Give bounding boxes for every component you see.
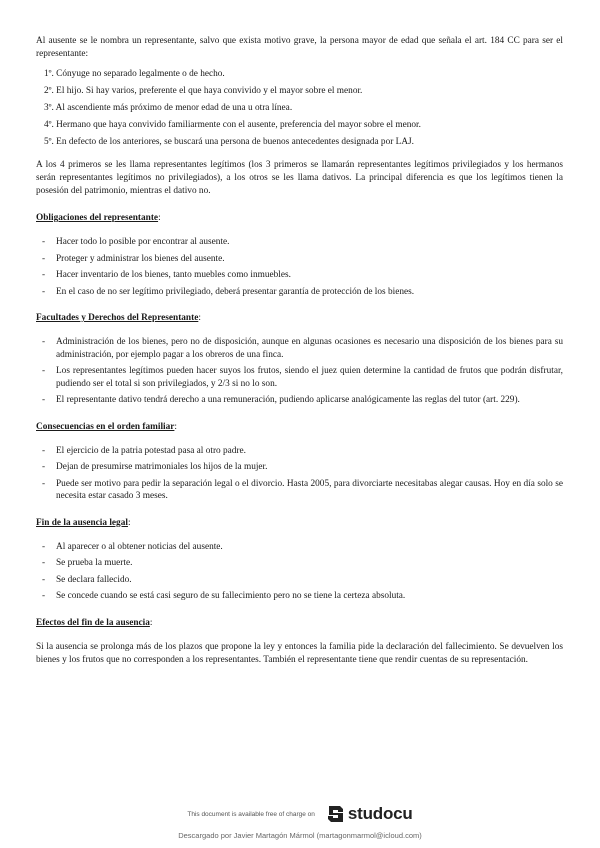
logo-text: studocu	[347, 804, 413, 823]
list-item: - El ejercicio de la patria potestad pasa al otro padre.	[36, 445, 563, 458]
section-heading: Consecuencias en el orden familiar:	[36, 421, 177, 432]
facultades-list	[36, 336, 563, 407]
list-item: - Hacer todo lo posible por encontrar al ausente.	[36, 236, 563, 249]
document-page	[36, 35, 563, 667]
consecuencias-list	[36, 445, 563, 503]
list-item: 2º. El hijo. Si hay varios, preferente el que haya convivido y el mayor sobre el menor.	[44, 86, 363, 96]
representatives-list	[44, 68, 563, 149]
section-heading: Efectos del fin de la ausencia:	[36, 617, 153, 628]
download-attribution: Descargado por Javier Martagón Mármol (martagonmarmol@icloud.com)	[178, 831, 422, 840]
legitimos-paragraph: A los 4 primeros se les llama representantes legítimos (los 3 primeros se llamarán representantes legítimos privilegiados y los hermanos serán representantes legítimos no privilegiados), a los otros se les llama dativos. La principal diferencia es que los legítimos tienen la posesión del patrimonio, mientras el dativo no.	[36, 160, 563, 196]
section-heading: Fin de la ausencia legal:	[36, 517, 131, 528]
list-item: - Dejan de presumirse matrimoniales los hijos de la mujer.	[36, 461, 563, 474]
list-item: - El representante dativo tendrá derecho a una remuneración, pudiendo aplicarse analógicamente las reglas del tutor (art. 229).	[36, 394, 563, 407]
list-item: - Puede ser motivo para pedir la separación legal o el divorcio. Hasta 2005, para divorciarte necesitabas alegar causas. Hoy en día solo se necesita estar casado 3 meses.	[36, 478, 563, 503]
obligaciones-list	[36, 236, 563, 298]
intro-paragraph: Al ausente se le nombra un representante, salvo que exista motivo grave, la persona mayor de edad que señala el art. 184 CC para ser el representante:	[36, 36, 563, 59]
list-item: 1º. Cónyuge no separado legalmente o de hecho.	[44, 69, 225, 79]
studocu-logo-icon	[327, 804, 345, 824]
section-heading: Facultades y Derechos del Representante:	[36, 313, 201, 323]
list-item: - En el caso de no ser legítimo privilegiado, deberá presentar garantía de protección de los bienes.	[36, 286, 563, 299]
studocu-footer	[0, 804, 600, 824]
list-item: - Los representantes legítimos pueden hacer suyos los frutos, siendo el juez quien determine la cantidad de frutos que podrán disfrutar, pudiendo ser el total si son privilegiados, y 2/3 si no lo son.	[36, 365, 563, 390]
list-item: - Se declara fallecido.	[36, 574, 563, 587]
list-item: 4º. Hermano que haya convivido familiarmente con el ausente, preferencia del mayor sobre el menor.	[44, 120, 421, 130]
list-item: - Al aparecer o al obtener noticias del ausente.	[36, 541, 563, 554]
efectos-paragraph: Si la ausencia se prolonga más de los plazos que propone la ley y entonces la familia pide la declaración del fallecimiento. Se devuelven los bienes y los frutos que no corresponden a los representantes. También el representante tiene que rendir cuentas de su representación.	[36, 641, 563, 665]
list-item: - Hacer inventario de los bienes, tanto muebles como inmuebles.	[36, 269, 563, 282]
section-heading: Obligaciones del representante:	[36, 213, 161, 223]
list-item: 3º. Al ascendiente más próximo de menor edad de una u otra línea.	[44, 103, 293, 113]
list-item: - Se concede cuando se está casi seguro de su fallecimiento pero no se tiene la certeza absoluta.	[36, 590, 563, 603]
list-item: - Proteger y administrar los bienes del ausente.	[36, 253, 563, 266]
fin-ausencia-list	[36, 541, 563, 603]
available-text: This document is available free of charge on	[187, 810, 315, 818]
studocu-logo-link[interactable]	[327, 804, 413, 824]
list-item: 5º. En defecto de los anteriores, se buscará una persona de buenos antecedentes designada por LAJ.	[44, 137, 414, 147]
list-item: - Administración de los bienes, pero no de disposición, aunque en algunas ocasiones es necesario una disposición de los bienes para su administración, por ejemplo pagar a los obreros de una finca.	[36, 336, 563, 361]
list-item: - Se prueba la muerte.	[36, 557, 563, 570]
